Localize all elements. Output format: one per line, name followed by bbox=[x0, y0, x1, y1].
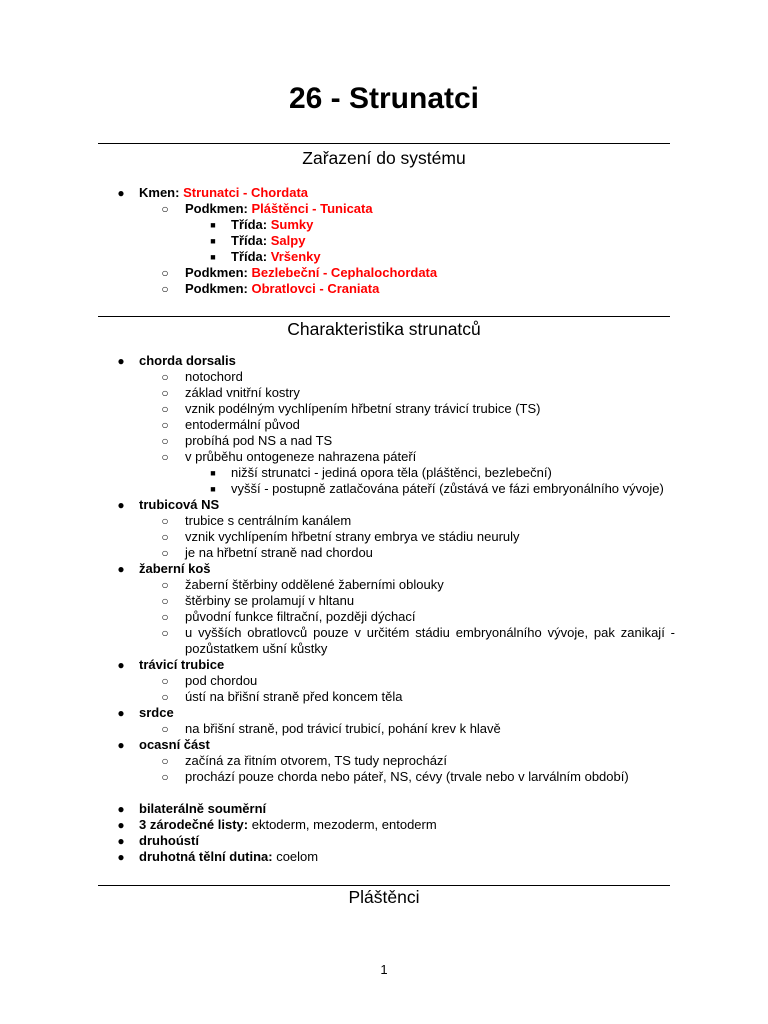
section-heading-charakteristika: Charakteristika strunatců bbox=[287, 319, 481, 339]
list-item bbox=[0, 385, 768, 401]
square-bullet: ■ bbox=[210, 220, 216, 230]
podkmen-label: Podkmen: bbox=[185, 281, 248, 296]
list-item bbox=[0, 769, 768, 785]
list-item bbox=[0, 185, 768, 201]
item-text: entodermální původ bbox=[185, 417, 300, 432]
characteristics-list bbox=[0, 353, 768, 865]
square-bullet: ■ bbox=[210, 252, 216, 262]
item-text: vyšší - postupně zatlačována páteří (zůstává ve fázi embryonálního vývoje) bbox=[231, 481, 664, 496]
list-item bbox=[0, 281, 768, 297]
kmen-value: Strunatci - Chordata bbox=[183, 185, 309, 200]
item-text: základ vnitřní kostry bbox=[185, 385, 300, 400]
disc-bullet: ● bbox=[117, 498, 125, 512]
list-item bbox=[0, 481, 768, 497]
disc-bullet: ● bbox=[117, 658, 125, 672]
item-text: vznik vychlípením hřbetní strany embrya ve stádiu neuruly bbox=[185, 529, 520, 544]
item-heading: bilaterálně souměrní bbox=[139, 801, 267, 816]
circle-bullet: ○ bbox=[161, 626, 169, 640]
page-title: 26 - Strunatci bbox=[288, 82, 480, 115]
item-text: ektoderm, mezoderm, entoderm bbox=[248, 817, 437, 832]
circle-bullet: ○ bbox=[161, 578, 169, 592]
disc-bullet: ● bbox=[117, 850, 125, 864]
disc-bullet: ● bbox=[117, 802, 125, 816]
blank-line bbox=[0, 785, 768, 801]
divider bbox=[98, 316, 670, 317]
list-item bbox=[0, 849, 768, 865]
circle-bullet: ○ bbox=[161, 402, 169, 416]
item-text: ústí na břišní straně před koncem těla bbox=[185, 689, 403, 704]
item-text: trubice s centrálním kanálem bbox=[185, 513, 352, 528]
item-heading: srdce bbox=[139, 705, 174, 720]
list-item bbox=[0, 673, 768, 689]
list-item bbox=[0, 233, 768, 249]
podkmen-value: Obratlovci - Craniata bbox=[251, 281, 380, 296]
trida-value: Salpy bbox=[270, 233, 306, 248]
circle-bullet: ○ bbox=[161, 266, 169, 280]
circle-bullet: ○ bbox=[161, 674, 169, 688]
item-text: žaberní štěrbiny oddělené žaberními oblouky bbox=[185, 577, 444, 592]
list-item bbox=[0, 497, 768, 513]
item-heading: žaberní koš bbox=[139, 561, 211, 576]
circle-bullet: ○ bbox=[161, 450, 169, 464]
list-item bbox=[0, 561, 768, 577]
disc-bullet: ● bbox=[117, 706, 125, 720]
circle-bullet: ○ bbox=[161, 754, 169, 768]
item-text: pod chordou bbox=[185, 673, 258, 688]
list-item bbox=[0, 353, 768, 369]
podkmen-value: Bezlebeční - Cephalochordata bbox=[251, 265, 438, 280]
item-text: na břišní straně, pod trávicí trubicí, pohání krev k hlavě bbox=[185, 721, 501, 736]
section-heading-plastenci: Pláštěnci bbox=[348, 887, 420, 907]
item-text: nižší strunatci - jediná opora těla (pláštěnci, bezlebeční) bbox=[231, 465, 552, 480]
trida-value: Vršenky bbox=[270, 249, 321, 264]
list-item bbox=[0, 737, 768, 753]
list-item bbox=[0, 401, 768, 417]
disc-bullet: ● bbox=[117, 354, 125, 368]
circle-bullet: ○ bbox=[161, 770, 169, 784]
circle-bullet: ○ bbox=[161, 418, 169, 432]
list-item bbox=[0, 801, 768, 817]
section-heading-zarazeni: Zařazení do systému bbox=[302, 148, 466, 168]
list-item bbox=[0, 609, 768, 625]
list-item bbox=[0, 657, 768, 673]
item-text: notochord bbox=[185, 369, 243, 384]
item-text: prochází pouze chorda nebo páteř, NS, cévy (trvale nebo v larválním období) bbox=[185, 769, 629, 784]
trida-label: Třída: bbox=[231, 217, 268, 232]
square-bullet: ■ bbox=[210, 484, 216, 494]
item-text: začíná za řitním otvorem, TS tudy neprochází bbox=[185, 753, 448, 768]
circle-bullet: ○ bbox=[161, 546, 169, 560]
item-text: je na hřbetní straně nad chordou bbox=[185, 545, 373, 560]
list-item bbox=[0, 529, 768, 545]
list-item bbox=[0, 513, 768, 529]
podkmen-label: Podkmen: bbox=[185, 201, 248, 216]
list-item bbox=[0, 753, 768, 769]
item-heading: chorda dorsalis bbox=[139, 353, 236, 368]
list-item bbox=[0, 833, 768, 849]
square-bullet: ■ bbox=[210, 468, 216, 478]
list-item bbox=[0, 417, 768, 433]
list-item bbox=[0, 625, 768, 657]
item-text: u vyšších obratlovců pouze v určitém stádiu embryonálního vývoje, pak zanikají - pozůstatkem ušní kůstky bbox=[185, 625, 675, 656]
list-item bbox=[0, 721, 768, 737]
page-number: 1 bbox=[380, 962, 388, 977]
disc-bullet: ● bbox=[117, 562, 125, 576]
podkmen-value: Pláštěnci - Tunicata bbox=[251, 201, 373, 216]
list-item bbox=[0, 689, 768, 705]
item-heading: druhotná tělní dutina: bbox=[139, 849, 273, 864]
circle-bullet: ○ bbox=[161, 594, 169, 608]
list-item bbox=[0, 593, 768, 609]
square-bullet: ■ bbox=[210, 236, 216, 246]
item-text: probíhá pod NS a nad TS bbox=[185, 433, 333, 448]
circle-bullet: ○ bbox=[161, 370, 169, 384]
item-text: coelom bbox=[272, 849, 319, 864]
podkmen-label: Podkmen: bbox=[185, 265, 248, 280]
list-item bbox=[0, 201, 768, 217]
list-item bbox=[0, 449, 768, 465]
list-item bbox=[0, 217, 768, 233]
disc-bullet: ● bbox=[117, 186, 125, 200]
item-heading: ocasní část bbox=[139, 737, 210, 752]
circle-bullet: ○ bbox=[161, 434, 169, 448]
item-heading: druhoústí bbox=[139, 833, 199, 848]
list-item bbox=[0, 817, 768, 833]
list-item bbox=[0, 265, 768, 281]
kmen-label: Kmen: bbox=[139, 185, 180, 200]
disc-bullet: ● bbox=[117, 738, 125, 752]
circle-bullet: ○ bbox=[161, 690, 169, 704]
list-item bbox=[0, 577, 768, 593]
item-heading: 3 zárodečné listy: bbox=[139, 817, 249, 832]
disc-bullet: ● bbox=[117, 834, 125, 848]
circle-bullet: ○ bbox=[161, 610, 169, 624]
item-heading: trubicová NS bbox=[139, 497, 220, 512]
divider bbox=[98, 143, 670, 144]
circle-bullet: ○ bbox=[161, 722, 169, 736]
item-heading: trávicí trubice bbox=[139, 657, 225, 672]
list-item bbox=[0, 705, 768, 721]
trida-label: Třída: bbox=[231, 249, 268, 264]
item-text: v průběhu ontogeneze nahrazena páteří bbox=[185, 449, 417, 464]
circle-bullet: ○ bbox=[161, 282, 169, 296]
list-item bbox=[0, 545, 768, 561]
circle-bullet: ○ bbox=[161, 202, 169, 216]
list-item bbox=[0, 465, 768, 481]
trida-value: Sumky bbox=[270, 217, 314, 232]
divider bbox=[98, 885, 670, 886]
item-text: původní funkce filtrační, později dýchací bbox=[185, 609, 416, 624]
item-text: vznik podélným vychlípením hřbetní strany trávicí trubice (TS) bbox=[185, 401, 541, 416]
disc-bullet: ● bbox=[117, 818, 125, 832]
item-text: štěrbiny se prolamují v hltanu bbox=[185, 593, 355, 608]
taxonomy-list bbox=[0, 185, 768, 297]
circle-bullet: ○ bbox=[161, 386, 169, 400]
list-item bbox=[0, 433, 768, 449]
list-item bbox=[0, 249, 768, 265]
circle-bullet: ○ bbox=[161, 514, 169, 528]
circle-bullet: ○ bbox=[161, 530, 169, 544]
trida-label: Třída: bbox=[231, 233, 268, 248]
list-item bbox=[0, 369, 768, 385]
